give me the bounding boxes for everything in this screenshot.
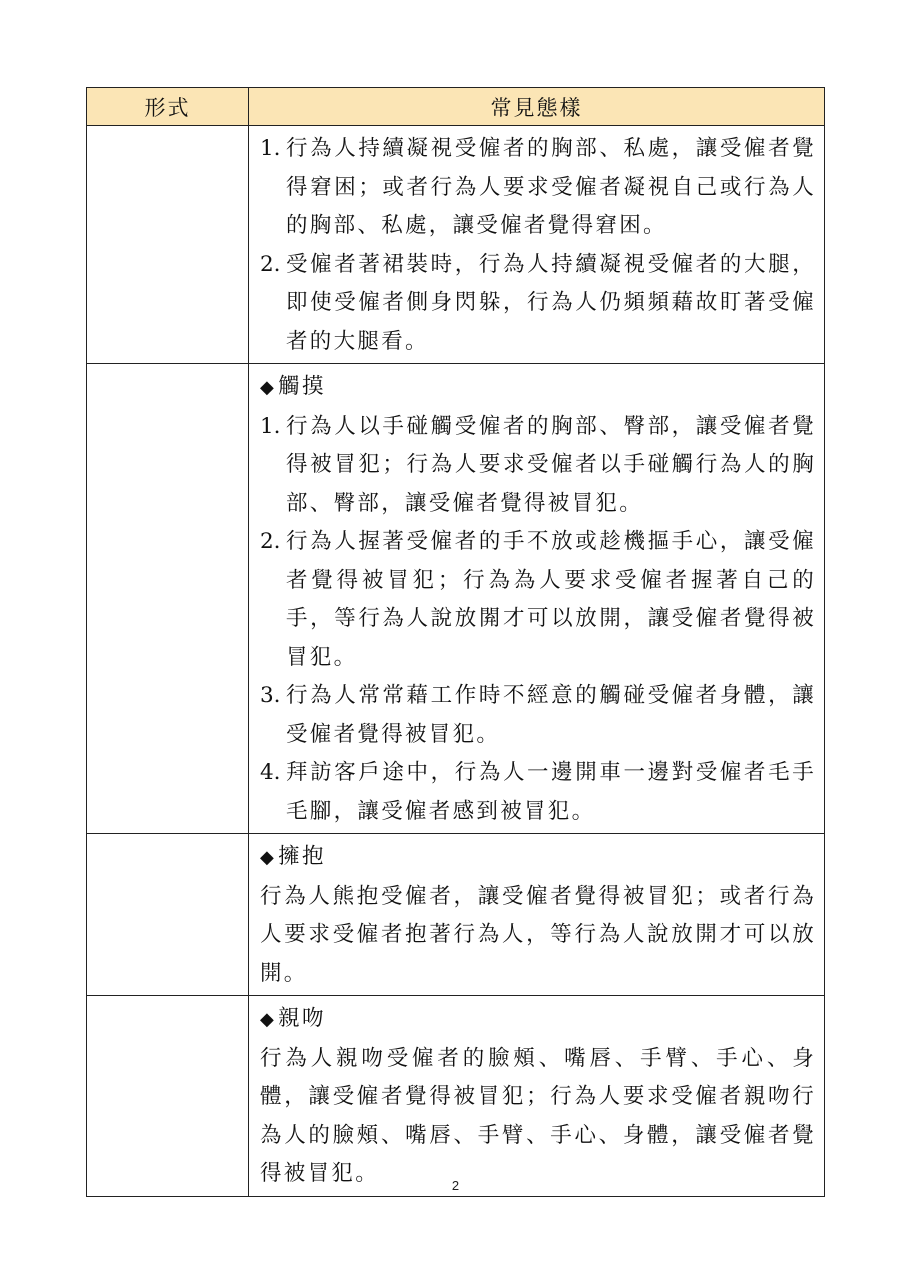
item-text: 行為人以手碰觸受僱者的胸部、臀部，讓受僱者覺得被冒犯；行為人要求受僱者以手碰觸行為人的胸部、臀部，讓受僱者覺得被冒犯。 xyxy=(286,413,816,516)
form-cell xyxy=(87,834,249,996)
pattern-text: 行為人親吻受僱者的臉頰、嘴唇、手臂、手心、身體，讓受僱者覺得被冒犯；行為人要求受僱者親吻行為人的臉頰、嘴唇、手臂、手心、身體，讓受僱者覺得被冒犯。 xyxy=(260,1045,816,1186)
pattern-cell xyxy=(249,126,825,364)
item-number: 3. xyxy=(260,683,281,708)
item-number: 2. xyxy=(260,251,281,277)
table-row xyxy=(87,126,825,364)
table-header-row xyxy=(87,88,825,126)
item-number: 1. xyxy=(260,413,281,439)
item-text: 受僱者著裙裝時，行為人持續凝視受僱者的大腿，即使受僱者側身閃躲，行為人仍頻頻藉故盯著受僱者的大腿看。 xyxy=(286,251,816,354)
table-row xyxy=(87,834,825,996)
list-item xyxy=(260,677,816,754)
pattern-cell xyxy=(249,996,825,1197)
list-item xyxy=(260,754,816,831)
item-text: 行為人握著受僱者的手不放或趁機摳手心，讓受僱者覺得被冒犯；行為為人要求受僱者握著自己的手，等行為人說放閞才可以放開，讓受僱者覺得被冒犯。 xyxy=(286,529,816,670)
item-number: 4. xyxy=(260,760,281,785)
category-label: 親吻 xyxy=(278,1006,326,1031)
diamond-bullet-icon: ◆ xyxy=(260,1009,277,1030)
list-item xyxy=(260,246,816,362)
table-row xyxy=(87,996,825,1197)
list-item xyxy=(260,408,816,524)
category-label: 觸摸 xyxy=(278,374,326,399)
table-row xyxy=(87,364,825,834)
form-cell xyxy=(87,126,249,364)
item-text: 拜訪客戶途中，行為人一邊開車一邊對受僱者毛手毛腳，讓受僱者感到被冒犯。 xyxy=(286,760,816,824)
header-pattern: 常見態樣 xyxy=(249,88,825,126)
category-label: 擁抱 xyxy=(278,844,326,869)
header-form: 形式 xyxy=(87,88,249,126)
pattern-cell xyxy=(249,364,825,834)
harassment-patterns-table xyxy=(86,87,825,1197)
diamond-bullet-icon: ◆ xyxy=(260,377,277,398)
item-text: 行為人持續凝視受僱者的胸部、私處，讓受僱者覺得窘困；或者行為人要求受僱者凝視自己或行為人的胸部、私處，讓受僱者覺得窘困。 xyxy=(286,136,816,238)
list-item xyxy=(260,523,816,677)
category-heading xyxy=(260,368,816,408)
item-text: 行為人常常藉工作時不經意的觸碰受僱者身體，讓受僱者覺得被冒犯。 xyxy=(286,683,816,747)
item-number: 2. xyxy=(260,529,281,554)
form-cell xyxy=(87,996,249,1197)
category-heading xyxy=(260,838,816,878)
list-item xyxy=(260,130,816,246)
diamond-bullet-icon: ◆ xyxy=(260,847,277,868)
pattern-cell xyxy=(249,834,825,996)
page-number: 2 xyxy=(451,1178,460,1193)
item-number: 1. xyxy=(260,136,281,161)
form-cell xyxy=(87,364,249,834)
pattern-text: 行為人熊抱受僱者，讓受僱者覺得被冒犯；或者行為人要求受僱者抱著行為人，等行為人說放開才可以放開。 xyxy=(260,883,816,986)
category-heading xyxy=(260,1000,816,1040)
